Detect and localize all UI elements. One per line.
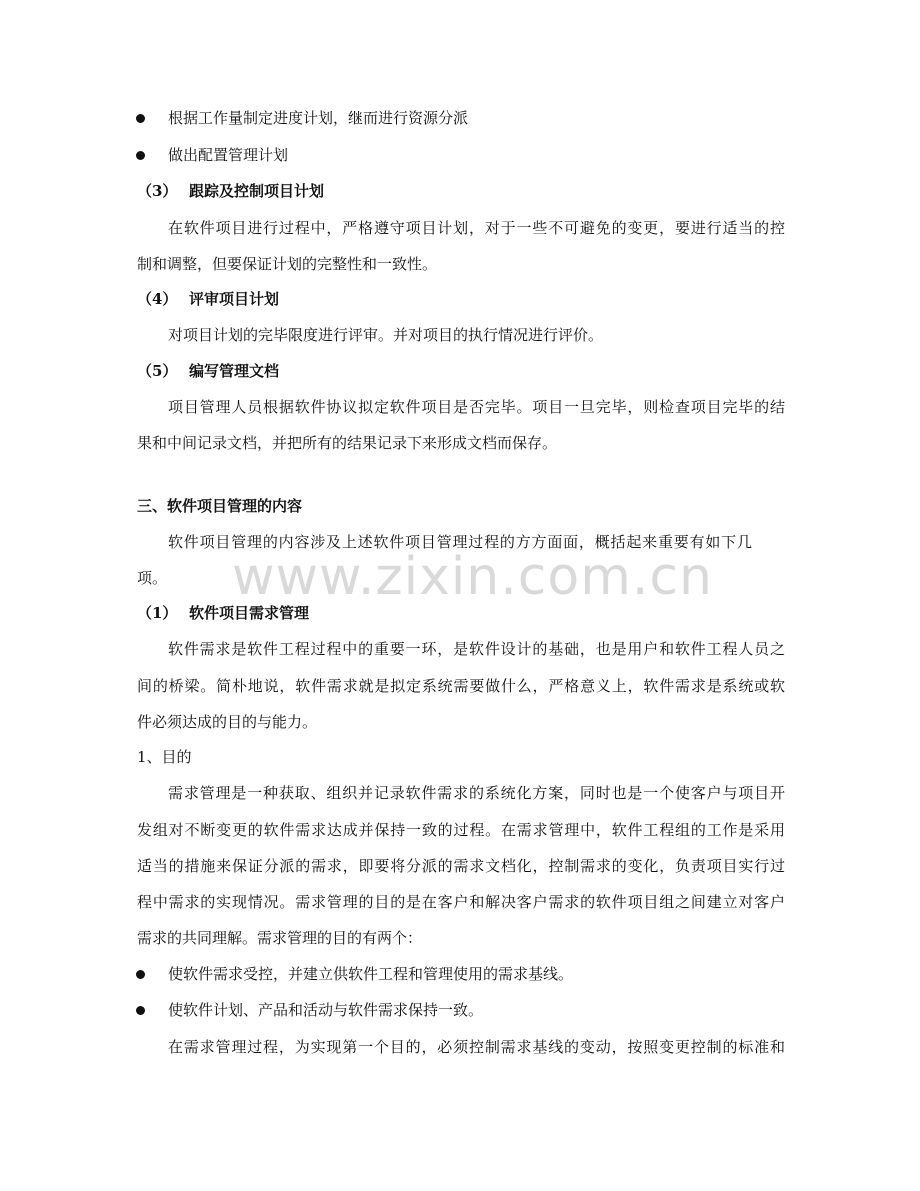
- subsection-heading: 1、目的: [137, 748, 192, 766]
- paragraph-line: 需求管理是一种获取、组织并记录软件需求的系统化方案，同时也是一个使客户与项目开: [168, 784, 785, 802]
- section-title: 软件项目需求管理: [189, 604, 310, 622]
- section-number: （4）: [137, 290, 178, 308]
- paragraph-line: 在软件项目进行过程中，严格遵守项目计划，对于一些不可避免的变更，要进行适当的控: [168, 219, 785, 237]
- section-number: （1）: [137, 604, 178, 622]
- bullet-text: 使软件计划、产品和活动与软件需求保持一致。: [168, 1001, 484, 1019]
- section-title: 编写管理文档: [189, 362, 280, 380]
- paragraph-line: 制和调整，但要保证计划的完整性和一致性。: [137, 255, 438, 273]
- paragraph-line: 对项目计划的完毕限度进行评审。并对项目的执行情况进行评价。: [168, 326, 604, 344]
- bullet-text: 做出配置管理计划: [168, 146, 289, 164]
- paragraph-line: 件必须达成的目的与能力。: [137, 713, 318, 731]
- paragraph-line: 发组对不断变更的软件需求达成并保持一致的过程。在需求管理中，软件工程组的工作是采用: [137, 821, 785, 839]
- paragraph-line: 程中需求的实现情况。需求管理的目的是在客户和解决客户需求的软件项目组之间建立对客户: [137, 893, 785, 911]
- bullet-text: 根据工作量制定进度计划，继而进行资源分派: [168, 109, 469, 127]
- section-heading: [137, 181, 324, 201]
- bullet-dot-icon: [136, 151, 145, 160]
- section-title: 评审项目计划: [189, 290, 280, 308]
- section-title: 跟踪及控制项目计划: [189, 182, 325, 200]
- paragraph-line: 间的桥梁。简朴地说，软件需求就是拟定系统需要做什么，严格意义上，软件需求是系统或软: [137, 677, 785, 695]
- bullet-dot-icon: [136, 970, 145, 979]
- bullet-dot-icon: [136, 1006, 145, 1015]
- paragraph-line: 软件项目管理的内容涉及上述软件项目管理过程的方方面面，概括起来重要有如下几: [168, 533, 752, 551]
- section-heading: [137, 289, 279, 309]
- section-heading: [137, 361, 279, 381]
- bullet-dot-icon: [136, 114, 145, 123]
- section-number: （5）: [137, 362, 178, 380]
- paragraph-line: 项。: [137, 569, 168, 587]
- paragraph-line: 需求的共同理解。需求管理的目的有两个：: [137, 929, 423, 947]
- paragraph-line: 项目管理人员根据软件协议拟定软件项目是否完毕。项目一旦完毕，则检查项目完毕的结: [168, 398, 785, 416]
- paragraph-line: 果和中间记录文档，并把所有的结果记录下来形成文档而保存。: [137, 434, 558, 452]
- chapter-heading: 三、软件项目管理的内容: [137, 497, 303, 515]
- paragraph-line: 适当的措施来保证分派的需求，即要将分派的需求文档化，控制需求的变化，负责项目实行过: [137, 857, 785, 875]
- watermark: www.zixin.com.cn: [232, 547, 713, 607]
- section-number: （3）: [137, 182, 178, 200]
- bullet-text: 使软件需求受控，并建立供软件工程和管理使用的需求基线。: [168, 965, 574, 983]
- paragraph-line: 软件需求是软件工程过程中的重要一环，是软件设计的基础，也是用户和软件工程人员之: [168, 640, 785, 658]
- paragraph-line: 在需求管理过程，为实现第一个目的，必须控制需求基线的变动，按照变更控制的标准和: [168, 1038, 785, 1056]
